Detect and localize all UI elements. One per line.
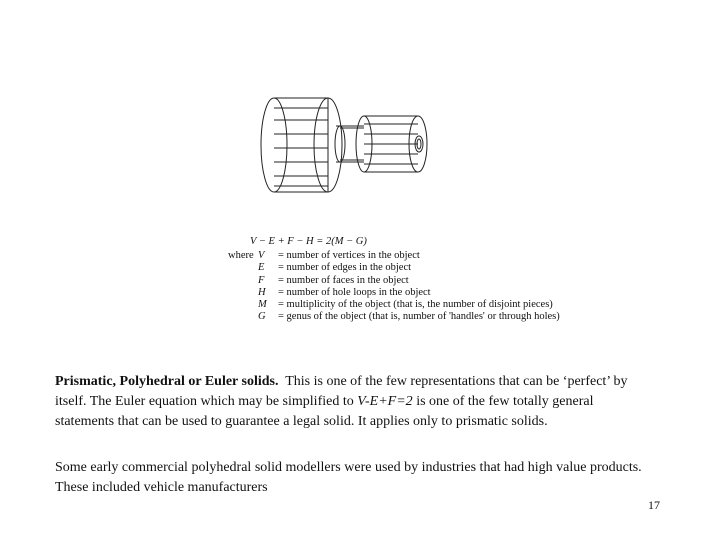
- body-paragraph-euler: [55, 372, 655, 432]
- definition-symbol: M: [258, 299, 267, 311]
- definition-text: = multiplicity of the object (that is, the number of disjoint pieces): [278, 299, 553, 311]
- definition-text: = number of edges in the object: [278, 262, 412, 274]
- euler-formula-block: [228, 236, 588, 323]
- definition-symbol: G: [258, 311, 266, 323]
- paragraph-text: is one of the few totally general statements that can be used to guarantee a legal solid. It applies only to prismatic solids.: [55, 394, 594, 429]
- definition-symbol: F: [258, 274, 265, 286]
- definition-row: [228, 275, 588, 287]
- definition-text: = number of vertices in the object: [278, 250, 420, 262]
- definition-row: [228, 250, 588, 262]
- definition-text: = number of faces in the object: [278, 274, 409, 286]
- paragraph-lead-heading: Prismatic, Polyhedral or Euler solids.: [55, 374, 279, 389]
- inline-equation: V-E+F=2: [357, 394, 413, 409]
- definition-row: [228, 262, 588, 274]
- where-label: where: [228, 250, 254, 262]
- page-number: 17: [648, 498, 660, 512]
- definition-symbol: H: [258, 286, 266, 298]
- definition-row: [228, 311, 588, 323]
- definition-symbol: E: [258, 262, 265, 274]
- euler-equation: V − E + F − H = 2(M − G): [250, 236, 367, 247]
- body-paragraph-modellers: Some early commercial polyhedral solid modellers were used by industries that had high value products. These included vehicle manufacturers: [55, 460, 642, 495]
- definition-text: = genus of the object (that is, number of 'handles' or through holes): [278, 311, 560, 323]
- stepped-cylinder-icon: [248, 88, 468, 206]
- paragraph-text: This is one of the few representations that can be ‘perfect’ by itself. The Euler equation which may be simplified to: [55, 374, 628, 409]
- definition-row: [228, 287, 588, 299]
- definition-text: = number of hole loops in the object: [278, 286, 431, 298]
- definition-symbol: V: [258, 250, 265, 262]
- definition-row: [228, 299, 588, 311]
- polyhedral-solid-figure: [248, 88, 468, 206]
